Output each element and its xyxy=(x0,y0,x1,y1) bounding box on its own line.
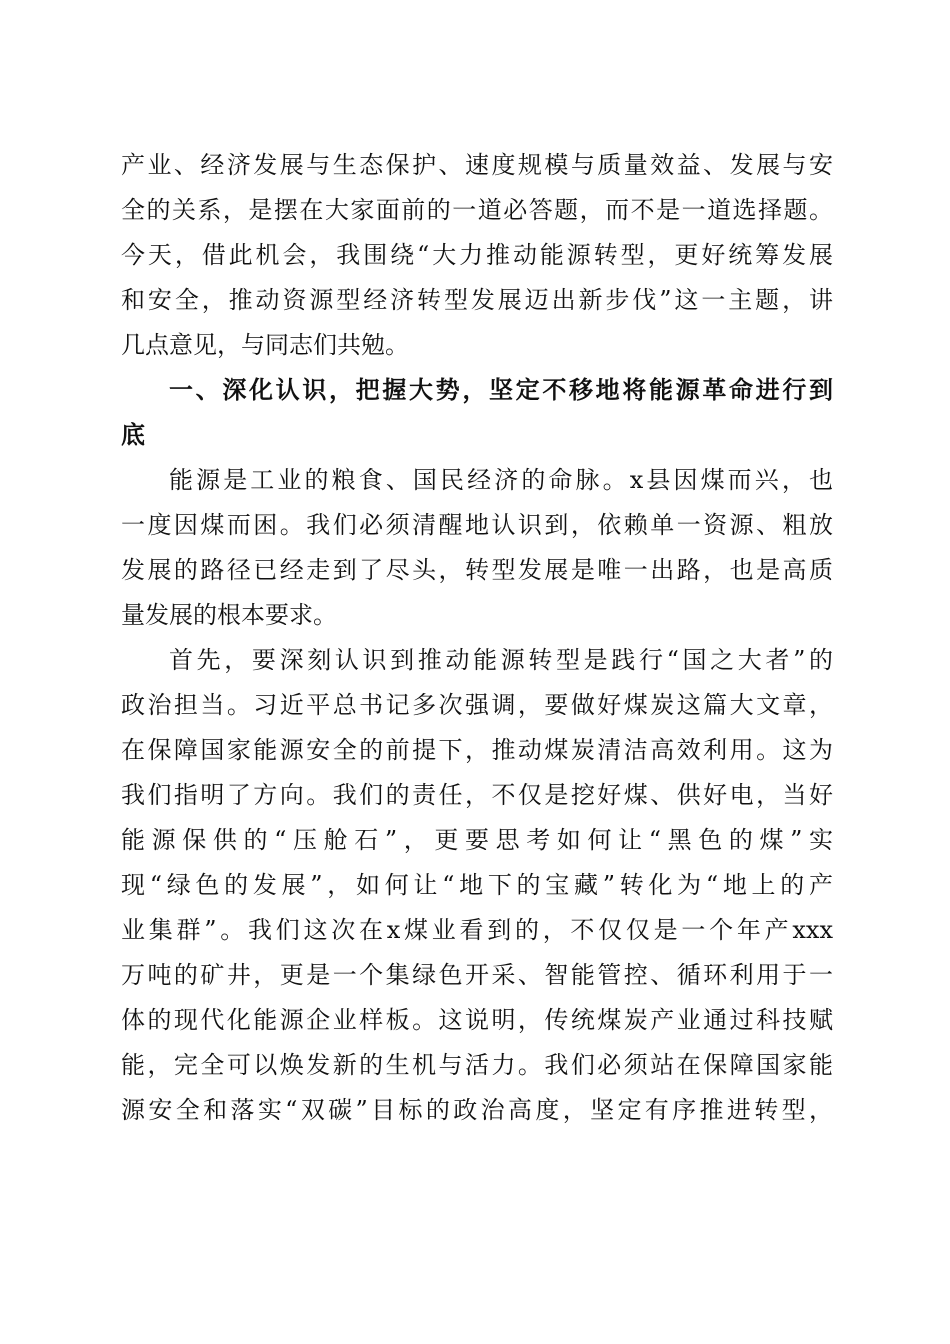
paragraph-line: 几点意见，与同志们共勉。 xyxy=(121,331,409,359)
paragraph-line: 产业、经济发展与生态保护、速度规模与质量效益、发展与安 xyxy=(121,151,833,179)
paragraph-line: 我们指明了方向。我们的责任，不仅是挖好煤、供好电，当好 xyxy=(121,781,833,809)
paragraph-line: 首先，要深刻认识到推动能源转型是践行“国之大者”的 xyxy=(169,646,833,674)
paragraph-line: 在保障国家能源安全的前提下，推动煤炭清洁高效利用。这为 xyxy=(121,736,833,764)
section-heading-continued: 底 xyxy=(121,421,145,449)
paragraph-line: 一度因煤而困。我们必须清醒地认识到，依赖单一资源、粗放 xyxy=(121,511,833,539)
document-body xyxy=(121,143,833,1133)
section-heading: 一、深化认识，把握大势，坚定不移地将能源革命进行到 xyxy=(169,376,833,404)
paragraph-line: 政治担当。习近平总书记多次强调，要做好煤炭这篇大文章， xyxy=(121,691,833,719)
paragraph-line: 现“绿色的发展”，如何让“地下的宝藏”转化为“地上的产 xyxy=(121,871,833,899)
paragraph-line: 源安全和落实“双碳”目标的政治高度，坚定有序推进转型， xyxy=(121,1096,833,1124)
paragraph-line: 今天，借此机会，我围绕“大力推动能源转型，更好统筹发展 xyxy=(121,241,833,269)
paragraph-line: 量发展的根本要求。 xyxy=(121,601,337,629)
paragraph-line: 业集群”。我们这次在x煤业看到的，不仅仅是一个年产xxx xyxy=(121,916,833,944)
paragraph-line: 和安全，推动资源型经济转型发展迈出新步伐”这一主题，讲 xyxy=(121,286,833,314)
paragraph-line: 全的关系，是摆在大家面前的一道必答题，而不是一道选择题。 xyxy=(121,196,833,224)
paragraph-line: 万吨的矿井，更是一个集绿色开采、智能管控、循环利用于一 xyxy=(121,961,833,989)
paragraph-line: 发展的路径已经走到了尽头，转型发展是唯一出路，也是高质 xyxy=(121,556,833,584)
paragraph-line: 能，完全可以焕发新的生机与活力。我们必须站在保障国家能 xyxy=(121,1051,833,1079)
paragraph-line: 体的现代化能源企业样板。这说明，传统煤炭产业通过科技赋 xyxy=(121,1006,833,1034)
paragraph-line: 能源是工业的粮食、国民经济的命脉。x县因煤而兴，也 xyxy=(169,466,833,494)
paragraph-line: 能源保供的“压舱石”，更要思考如何让“黑色的煤”实 xyxy=(121,826,833,854)
